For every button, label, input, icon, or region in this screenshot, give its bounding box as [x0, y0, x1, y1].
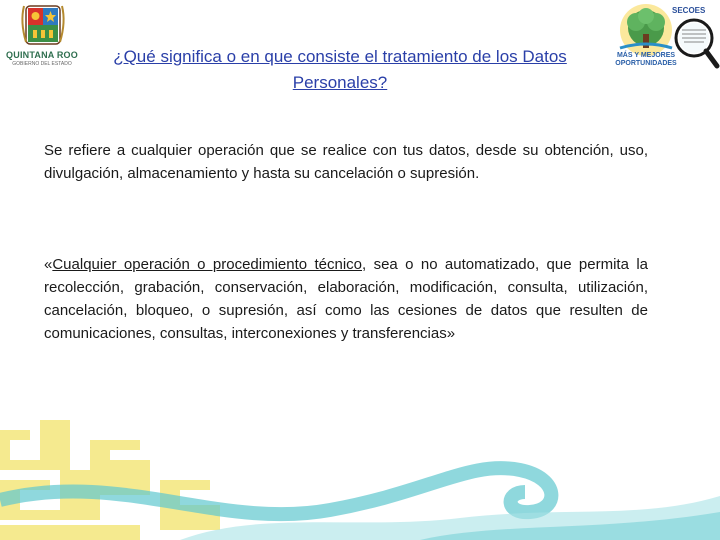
left-logo-subtitle: GOBIERNO DEL ESTADO — [12, 61, 72, 67]
page-title: ¿Qué significa o en que consiste el tratamiento de los Datos Personales? — [113, 47, 567, 92]
decorative-wave-band — [0, 400, 720, 540]
right-logo-tagline-2: OPORTUNIDADES — [615, 60, 677, 67]
definition-paragraph: Se refiere a cualquier operación que se realice con tus datos, desde su obtención, uso, divulgación, almacenamiento y hasta su cancelación o supresión. — [44, 142, 648, 182]
right-logo-name: SECOES — [672, 6, 706, 15]
right-logo-tagline-1: MÁS Y MEJORES — [616, 52, 676, 59]
quote-rest-text: , sea o no automatizado, que permita la recolección, grabación, conservación, elaboración, modificación, consulta, utilización, cancelación, bloqueo, o supresión, así como las cesiones de datos que resulten de comunicaciones, consultas, interconexiones y transferencias» — [44, 256, 648, 342]
left-logo-name: QUINTANA ROO — [6, 50, 78, 60]
quote-paragraph — [44, 253, 648, 345]
quote-open: « — [44, 256, 53, 273]
quote-underlined-text: Cualquier operación o procedimiento técnico — [52, 256, 363, 273]
